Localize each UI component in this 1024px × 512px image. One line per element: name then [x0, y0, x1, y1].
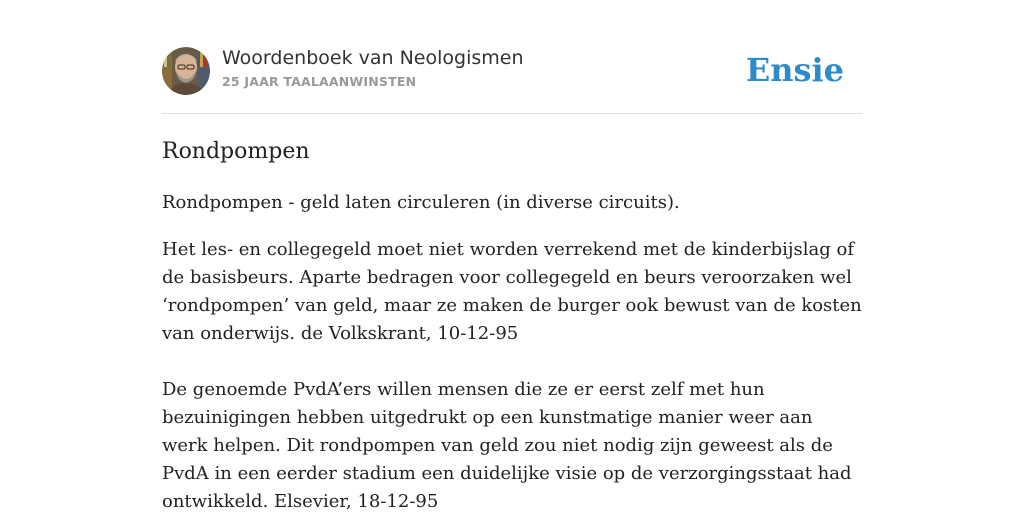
- ensie-logo[interactable]: Ensie: [745, 51, 844, 89]
- entry-quotes: Het les- en collegegeld moet niet worden verrekend met de kinderbijslag of de basisbeurs. Aparte bedragen voor collegegeld en beurs veroorzaken wel ‘rondpompen’ van geld, maar ze maken de burger ook bewust van de kosten van onderwijs. de Volkskrant, 10-12-95 De genoemde PvdA’ers willen mensen die ze er eerst zelf met hun bezuinigingen hebben uitgedrukt op een kunstmatige manier weer aan werk helpen. Dit rondpompen van geld zou niet nodig zijn geweest als de PvdA in een eerder stadium een duidelijke visie op de verzorgingsstaat had ontwikkeld. Elsevier, 18-12-95: [162, 239, 862, 512]
- site-subtitle: 25 JAAR TAALAANWINSTEN: [222, 74, 417, 89]
- entry-definition: Rondpompen - geld laten circuleren (in diverse circuits).: [162, 192, 680, 213]
- entry-content: [162, 136, 862, 512]
- header-divider: [162, 113, 862, 114]
- site-header: [162, 46, 862, 96]
- entry-title: Rondpompen: [162, 139, 310, 164]
- site-title[interactable]: Woordenboek van Neologismen: [222, 47, 524, 69]
- author-portrait-avatar-icon[interactable]: [162, 47, 210, 95]
